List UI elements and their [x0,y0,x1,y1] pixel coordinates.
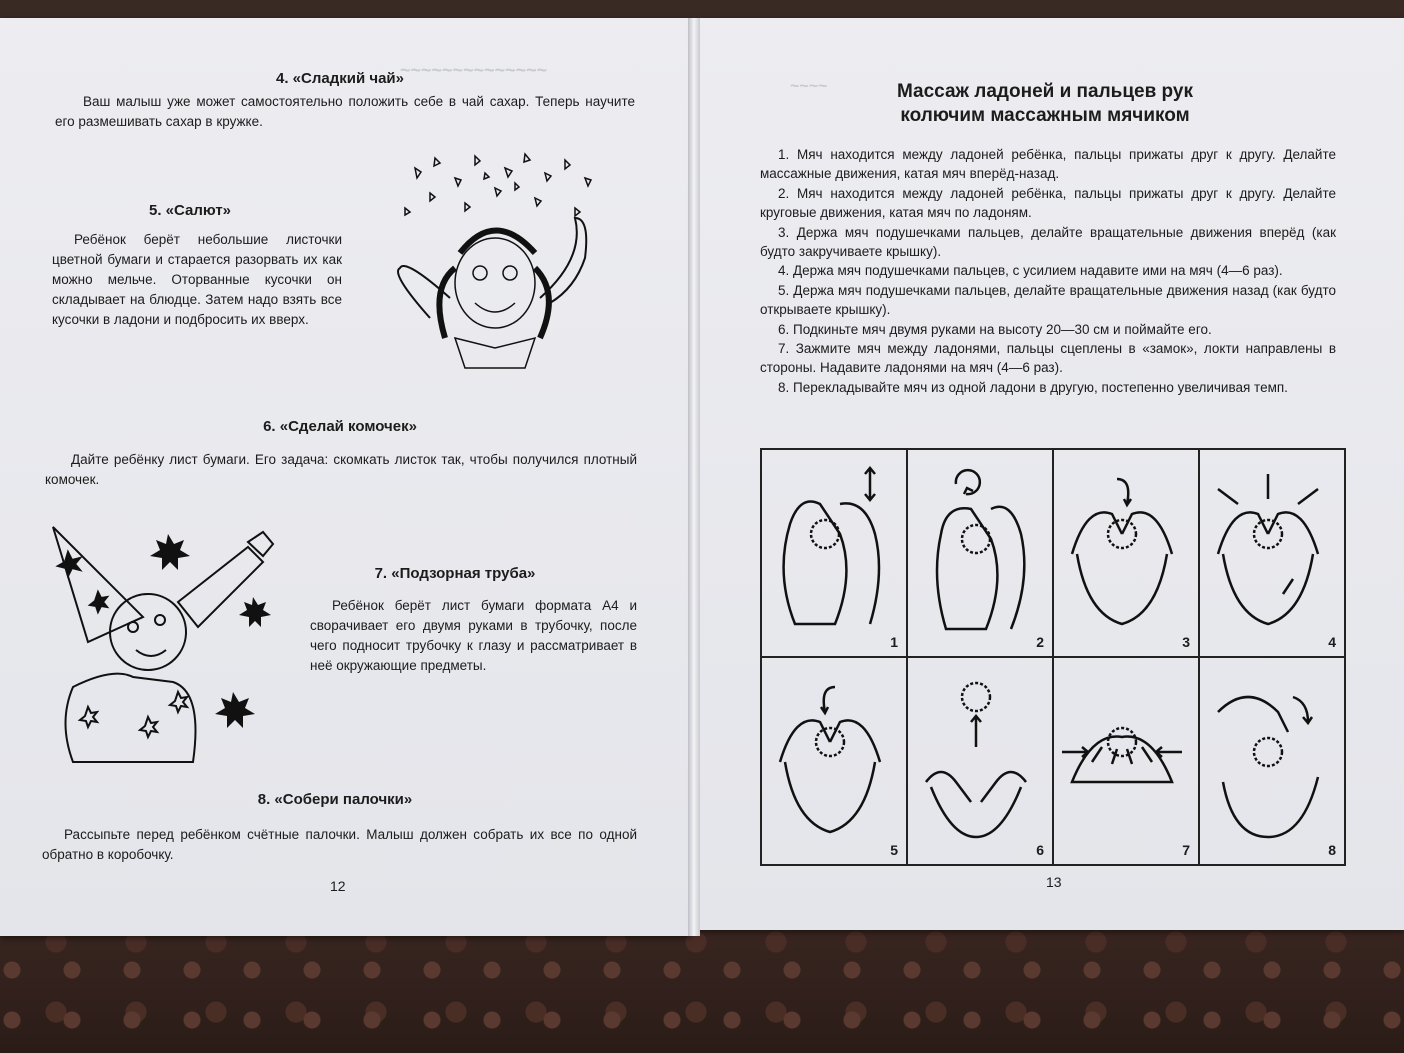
girl-confetti-icon [375,148,625,373]
hands-ball-icon [1062,464,1182,634]
hands-ball-icon [1062,672,1182,842]
hands-ball-icon [916,464,1036,634]
hands-ball-icon [770,464,890,634]
section-text-telescope: Ребёнок берёт лист бумаги формата А4 и сворачивает его двумя руками в трубочку, после чего подносит трубочку к глазу и рассматривает в неё окружающие предметы. [310,598,637,673]
figure-label: 4 [1328,634,1336,650]
section-title-sweet-tea: 4. «Сладкий чай» [276,70,404,87]
section-text-sweet-tea: Ваш малыш уже может самостоятельно положить себе в чай сахар. Теперь научите его размешивать сахар в кружке. [55,94,635,129]
section-title-telescope: 7. «Подзорная труба» [374,565,536,582]
section-title-make-lump: 6. «Сделай комочек» [263,418,417,435]
figure-cell [907,657,1053,865]
figure-label: 2 [1036,634,1044,650]
wizard-telescope-icon [48,522,288,784]
list-item: 2. Мяч находится между ладоней ребёнка, пальцы прижаты друг к другу. Делайте круговые движения, катая мяч по ладоням. [760,185,1336,221]
figure-grid [760,448,1346,866]
section-text-collect-sticks: Рассыпьте перед ребёнком счётные палочки. Малыш должен собрать их все по одной обратно в коробочку. [42,827,637,862]
hands-ball-icon [916,672,1036,842]
figure-cell [907,449,1053,657]
figure-label: 7 [1182,842,1190,858]
star-burst-icon [150,534,271,728]
page-number-left: 12 [330,878,346,894]
figure-label: 8 [1328,842,1336,858]
title-line-1: Массаж ладоней и пальцев рук [896,81,1193,102]
page-number-right: 13 [1046,874,1062,890]
figure-cell [1199,449,1345,657]
figure-cell [1053,657,1199,865]
list-item: 7. Зажмите мяч между ладонями, пальцы сцеплены в «замок», локти направлены в стороны. Надавите ладонями на мяч (4—6 раз). [760,341,1336,376]
hands-ball-icon [770,672,890,842]
exercise-list [760,145,1336,397]
hands-ball-icon [1208,464,1328,634]
section-title-collect-sticks: 8. «Собери палочки» [257,791,413,808]
figure-cell [761,657,907,865]
hands-ball-icon [1208,672,1328,842]
bleed-through-text: ~~~~~~~~~~~~~~ [400,60,548,80]
figure-cell [1053,449,1199,657]
book-spine [688,18,700,936]
figure-label: 3 [1182,634,1190,650]
bleed-through-text: ~~~~ [790,78,828,95]
figure-cell [1199,657,1345,865]
list-item: 1. Мяч находится между ладоней ребёнка, пальцы прижаты друг к другу. Делайте массажные движения, катая мяч вперёд-назад. [760,147,1336,182]
section-text-salute: Ребёнок берёт небольшие листочки цветной бумаги и старается разорвать их как можно мельче. Оторванные кусочки он складывает на блюдце. Затем надо взять все кусочки в ладони и подбросить их вверх. [52,232,342,327]
figure-label: 6 [1036,842,1044,858]
list-item: 8. Перекладывайте мяч из одной ладони в другую, постепенно увеличивая темп. [778,379,1288,395]
list-item: 6. Подкиньте мяч двумя руками на высоту 20—30 см и поймайте его. [778,321,1212,337]
list-item: 4. Держа мяч подушечками пальцев, с усилием надавите ими на мяч (4—6 раз). [778,263,1283,279]
figure-cell [761,449,907,657]
section-text-make-lump: Дайте ребёнку лист бумаги. Его задача: скомкать листок так, чтобы получился плотный комочек. [45,452,637,487]
page-title [800,80,1290,128]
section-title-salute: 5. «Салют» [148,202,232,219]
list-item: 5. Держа мяч подушечками пальцев, делайте вращательные движения назад (как будто открываете крышку). [760,282,1336,318]
figure-label: 5 [890,842,898,858]
figure-label: 1 [890,634,898,650]
list-item: 3. Держа мяч подушечками пальцев, делайте вращательные движения вперёд (как будто закручиваете крышку). [760,224,1336,260]
title-line-2: колючим массажным мячиком [900,105,1190,126]
